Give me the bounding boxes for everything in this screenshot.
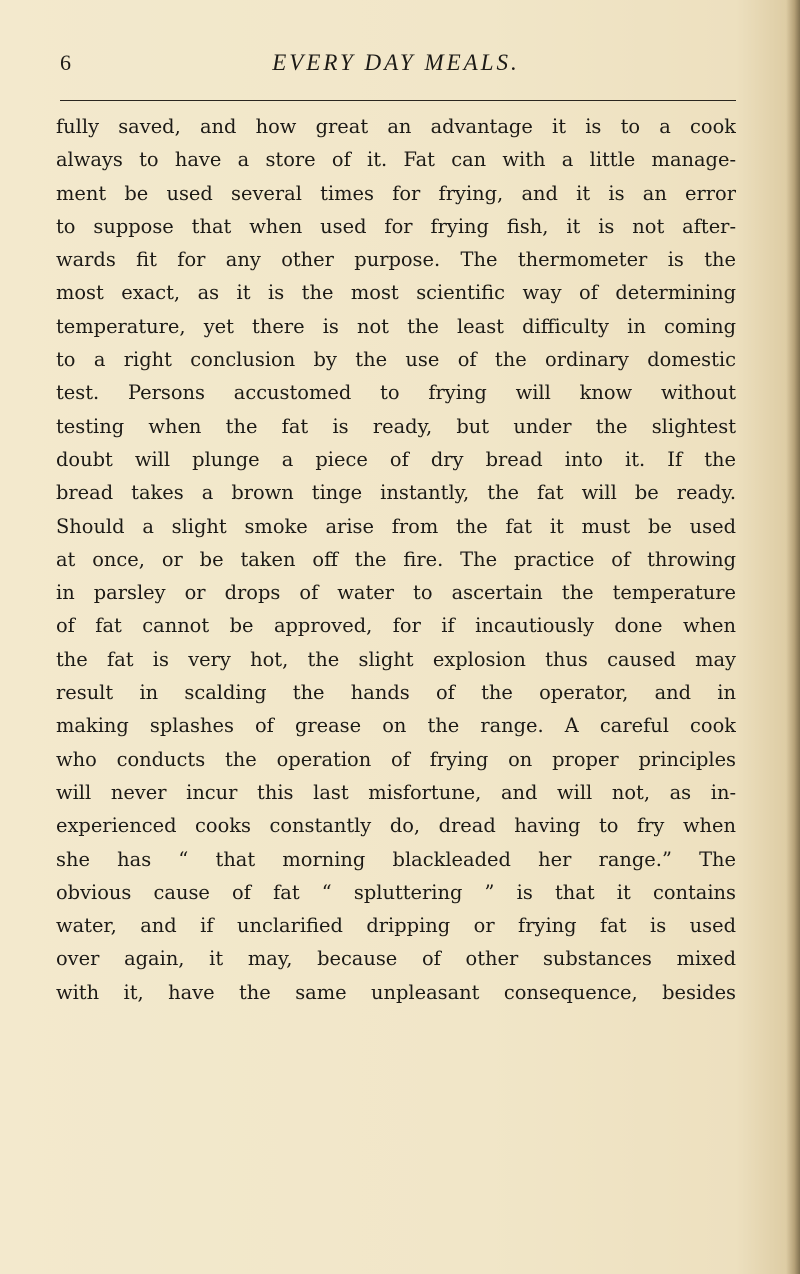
text-line: at once, or be taken off the fire. The practice of throwing: [56, 547, 736, 571]
running-head: [56, 46, 736, 86]
text-line: fully saved, and how great an advantage it is to a cook: [56, 115, 736, 138]
text-line: testing when the fat is ready, but under the slightest: [56, 414, 736, 438]
header-rule: [60, 100, 736, 101]
text-line: to a right conclusion by the use of the ordinary domestic: [56, 348, 736, 372]
page-edge-shadow: [786, 0, 800, 1274]
text-line: Should a slight smoke arise from the fat it must be used: [56, 514, 736, 538]
text-line: wards fit for any other purpose. The thermometer is the: [56, 248, 736, 272]
text-line: who conducts the operation of frying on proper principles: [56, 747, 736, 771]
text-line: the fat is very hot, the slight explosion thus caused may: [56, 647, 736, 671]
text-line: of fat cannot be approved, for if incautiously done when: [56, 614, 736, 638]
text-line: will never incur this last misfortune, and will not, as in-: [56, 780, 736, 804]
text-line: to suppose that when used for frying fish, it is not after-: [56, 214, 736, 238]
body-text: [56, 110, 736, 1009]
text-line: always to have a store of it. Fat can with a little manage-: [56, 148, 736, 172]
text-line: ment be used several times for frying, and it is an error: [56, 181, 736, 205]
text-line: result in scalding the hands of the operator, and in: [56, 681, 736, 705]
running-title: EVERY DAY MEALS.: [272, 50, 520, 75]
text-line: obvious cause of fat “ spluttering ” is that it contains: [56, 880, 736, 904]
text-line: bread takes a brown tinge instantly, the fat will be ready.: [56, 481, 736, 505]
text-line: with it, have the same unpleasant consequence, besides: [56, 980, 736, 1004]
text-line: over again, it may, because of other substances mixed: [56, 947, 736, 971]
text-line: in parsley or drops of water to ascertain the temperature: [56, 581, 736, 605]
text-line: test. Persons accustomed to frying will know without: [56, 381, 736, 405]
text-line: she has “ that morning blackleaded her range.” The: [56, 847, 736, 871]
text-line: water, and if unclarified dripping or frying fat is used: [56, 914, 736, 938]
text-line: making splashes of grease on the range. A careful cook: [56, 714, 736, 738]
page-number: 6: [60, 50, 71, 75]
text-line: temperature, yet there is not the least difficulty in coming: [56, 314, 736, 338]
text-line: most exact, as it is the most scientific way of determining: [56, 281, 736, 305]
text-line: doubt will plunge a piece of dry bread into it. If the: [56, 447, 736, 471]
text-line: experienced cooks constantly do, dread having to fry when: [56, 814, 736, 838]
